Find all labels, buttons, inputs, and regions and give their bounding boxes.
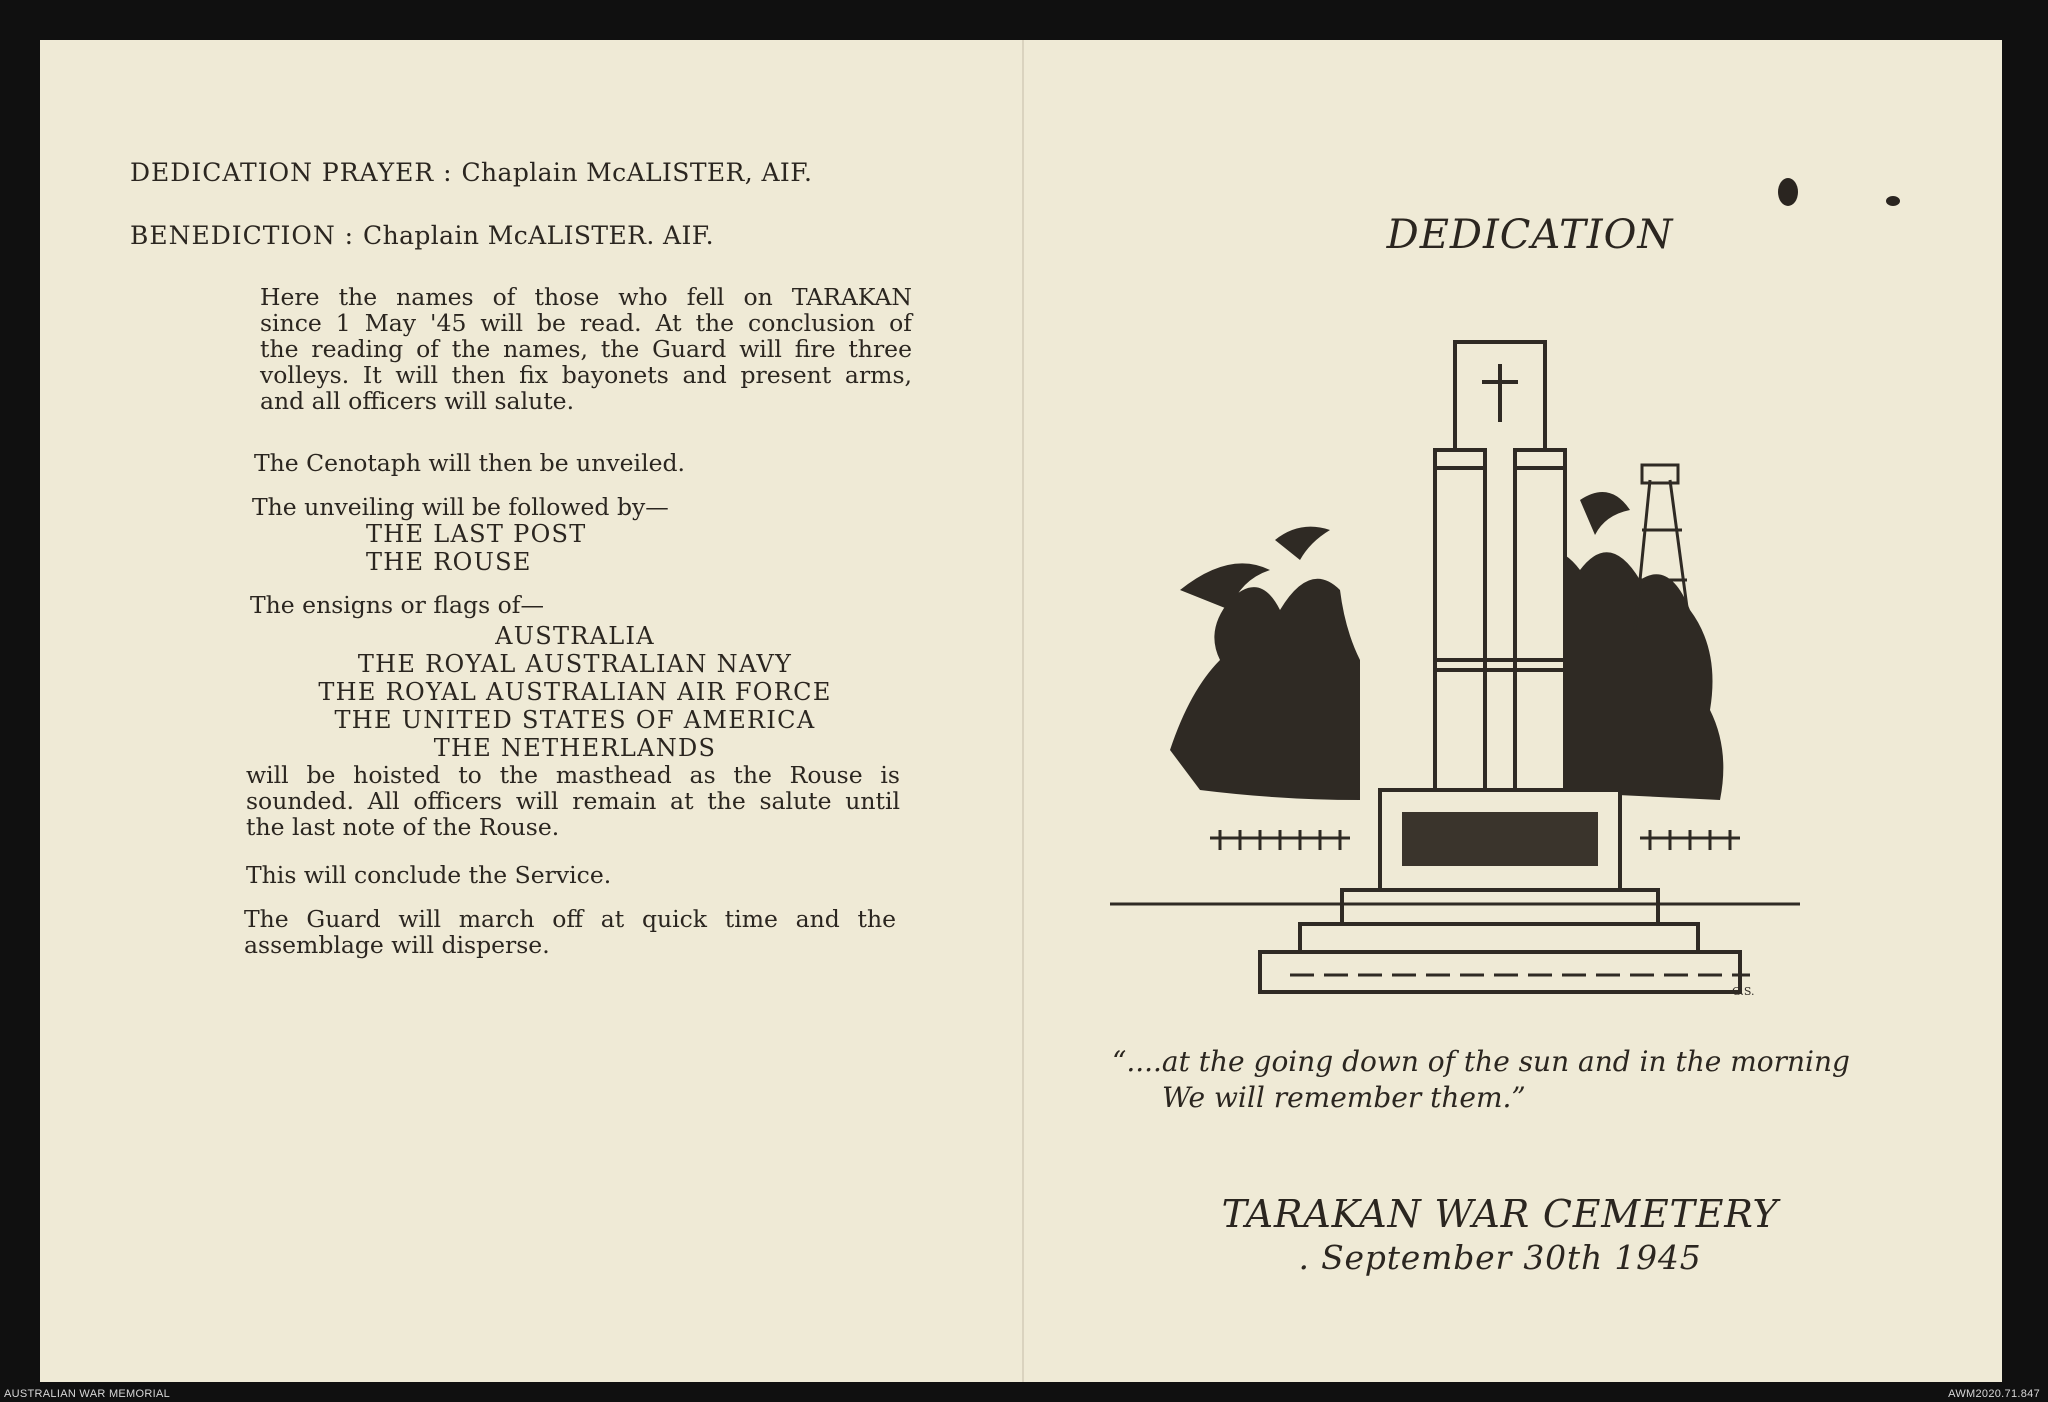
paragraph-line: Here the names of those who fell on TARAKAN <box>260 283 912 311</box>
benediction-officiant: Chaplain McALISTER. AIF. <box>363 221 714 250</box>
flag-item: THE UNITED STATES OF AMERICA <box>334 706 816 734</box>
service-date: . September 30th 1945 <box>1298 1238 1702 1277</box>
cemetery-name: TARAKAN WAR CEMETERY <box>1221 1192 1779 1236</box>
paragraph-line: since 1 May '45 will be read. At the conclusion of <box>260 309 912 337</box>
paragraph-line: the reading of the names, the Guard will fire three <box>260 335 912 363</box>
flags-list <box>250 622 900 762</box>
unveiling-text: The unveiling will be followed by— <box>252 493 669 521</box>
paragraph-line: the last note of the Rouse. <box>246 813 560 841</box>
unveiling-block <box>252 494 912 576</box>
quote-line: “....at the going down of the sun and in the morning <box>1112 1045 1850 1078</box>
cemetery-block <box>1180 1192 1820 1280</box>
paragraph-line: assemblage will disperse. <box>244 931 550 959</box>
ensigns-text: The ensigns or flags of— <box>250 591 544 619</box>
call-last-post: THE LAST POST <box>366 520 587 548</box>
conclude-text: This will conclude the Service. <box>246 861 612 889</box>
paragraph-line: volleys. It will then fix bayonets and present arms, <box>260 361 912 389</box>
conclude-line <box>246 862 906 888</box>
dedication-title: DEDICATION <box>1386 212 1674 258</box>
foliage-left <box>1170 527 1360 800</box>
dedication-prayer-label: DEDICATION PRAYER : <box>130 158 453 187</box>
footer-accession: AWM2020.71.847 <box>1948 1388 2040 1400</box>
flag-item: THE NETHERLANDS <box>433 734 717 762</box>
hoisted-paragraph <box>246 762 900 840</box>
benediction-line <box>130 221 920 250</box>
names-paragraph <box>260 284 912 414</box>
flag-item: THE ROYAL AUSTRALIAN AIR FORCE <box>318 678 832 706</box>
cenotaph-line <box>254 450 914 476</box>
punch-hole <box>1778 178 1798 206</box>
paragraph-line: will be hoisted to the masthead as the Rouse is <box>246 761 900 789</box>
march-paragraph <box>244 906 896 958</box>
footer-institution: AUSTRALIAN WAR MEMORIAL <box>4 1388 171 1400</box>
remembrance-quote <box>1112 1044 1872 1116</box>
flag-item: AUSTRALIA <box>495 622 655 650</box>
flag-item: THE ROYAL AUSTRALIAN NAVY <box>357 650 793 678</box>
inscription-plaque <box>1402 812 1598 866</box>
dedication-prayer-line <box>130 158 920 187</box>
paragraph-line: and all officers will salute. <box>260 387 575 415</box>
artist-initials: G.S. <box>1732 985 1755 998</box>
benediction-label: BENEDICTION : <box>130 221 355 250</box>
paragraph-line: The Guard will march off at quick time and the <box>244 905 896 933</box>
cenotaph-illustration <box>1110 330 1800 1000</box>
cenotaph-text: The Cenotaph will then be unveiled. <box>254 449 686 477</box>
paragraph-line: sounded. All officers will remain at the salute until <box>246 787 900 815</box>
call-rouse: THE ROUSE <box>366 548 532 576</box>
quote-line: We will remember them.” <box>1162 1081 1526 1114</box>
center-fold <box>1022 40 1024 1382</box>
punch-hole <box>1886 196 1900 206</box>
left-page <box>130 158 920 250</box>
dedication-prayer-officiant: Chaplain McALISTER, AIF. <box>461 158 813 187</box>
ensigns-block <box>250 592 910 618</box>
